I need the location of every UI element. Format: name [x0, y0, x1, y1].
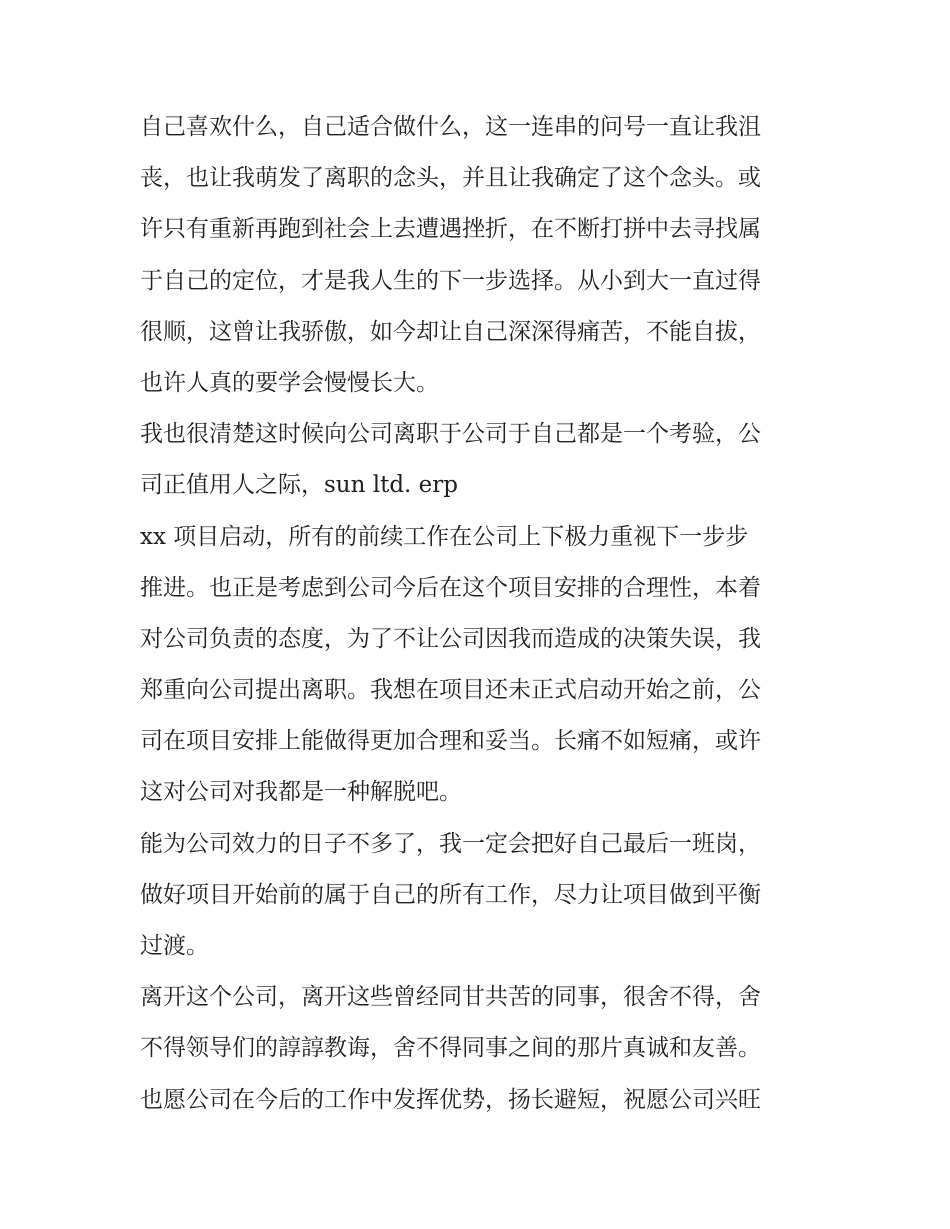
text-line: 也许人真的要学会慢慢长大。 — [140, 369, 439, 396]
text-line: 司在项目安排上能做得更加合理和妥当。长痛不如短痛，或许 — [140, 728, 761, 755]
paragraph-4 — [140, 819, 815, 973]
text-line: 能为公司效力的日子不多了，我一定会把好自己最后一班岗， — [140, 830, 761, 857]
text-line: 也愿公司在今后的工作中发挥优势，扬长避短，祝愿公司兴旺 — [140, 1086, 761, 1113]
text-line: 推进。也正是考虑到公司今后在这个项目安排的合理性，本着 — [140, 574, 761, 601]
paragraph-3 — [140, 512, 815, 819]
text-line: 离开这个公司，离开这些曾经同甘共苦的同事，很舍不得，舍 — [140, 984, 761, 1011]
text-line: 很顺，这曾让我骄傲，如今却让自己深深得痛苦，不能自拔， — [140, 318, 761, 345]
text-line: 司正值用人之际，sun ltd. erp — [140, 472, 459, 499]
text-line: 丧，也让我萌发了离职的念头，并且让我确定了这个念头。或 — [140, 165, 761, 192]
paragraph-5 — [140, 972, 815, 1126]
text-line: 对公司负责的态度，为了不让公司因我而造成的决策失误，我 — [140, 625, 761, 652]
text-line: 不得领导们的諄諄教诲，舍不得同事之间的那片真诚和友善。 — [140, 1035, 761, 1062]
text-line: 我也很清楚这时候向公司离职于公司于自己都是一个考验，公 — [140, 421, 761, 448]
text-line: 做好项目开始前的属于自己的所有工作，尽力让项目做到平衡 — [140, 881, 761, 908]
text-line: 许只有重新再跑到社会上去遭遇挫折，在不断打拼中去寻找属 — [140, 216, 761, 243]
paragraph-1 — [140, 102, 815, 409]
text-line: 过渡。 — [140, 933, 209, 959]
paragraph-2 — [140, 409, 815, 511]
text-line: xx 项目启动，所有的前续工作在公司上下极力重视下一步步 — [140, 523, 749, 550]
text-line: 自己喜欢什么，自己适合做什么，这一连串的问号一直让我沮 — [140, 114, 761, 140]
text-line: 于自己的定位，才是我人生的下一步选择。从小到大一直过得 — [140, 267, 761, 294]
document-body — [140, 102, 815, 1126]
text-line: 郑重向公司提出离职。我想在项目还未正式启动开始之前，公 — [140, 677, 761, 704]
text-line: 这对公司对我都是一种解脱吧。 — [140, 779, 462, 806]
